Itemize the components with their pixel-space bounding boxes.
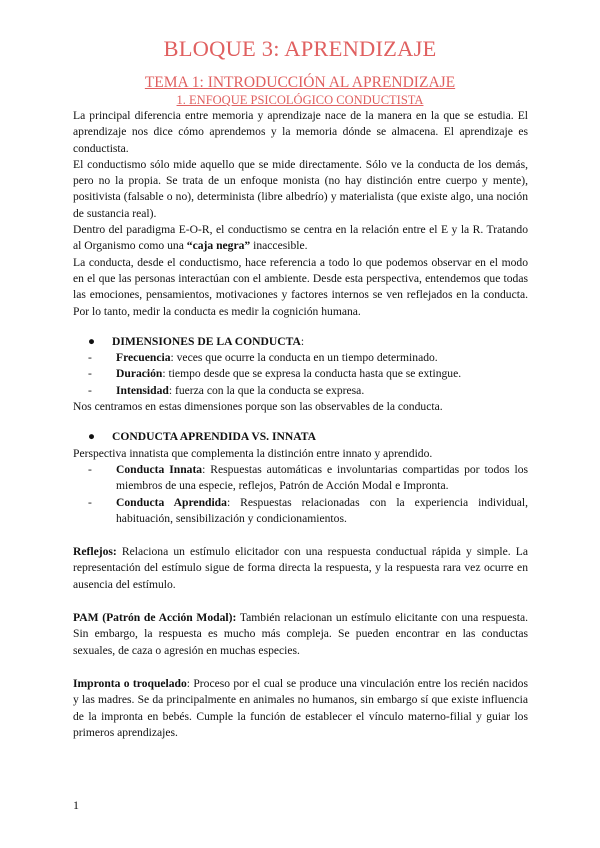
dash-mark: - [88, 462, 92, 476]
heading-text: DIMENSIONES DE LA CONDUCTA [112, 334, 301, 348]
document-body [73, 108, 528, 741]
black-box-term: “caja negra” [186, 239, 251, 253]
innate-intro: Perspectiva innatista que complementa la distinción entre innato y aprendido. [73, 446, 433, 460]
intro-paragraph-1: La principal diferencia entre memoria y aprendizaje nace de la manera en la que se estudia. El aprendizaje nos dice cómo aprendemos y la memoria dónde se almacena. El aprendizaje es conductista. [73, 109, 528, 155]
list-item [88, 462, 528, 495]
bullet-icon: ● [88, 334, 96, 348]
dimensions-heading [88, 334, 528, 350]
pam-paragraph [73, 610, 528, 659]
dash-mark: - [88, 495, 92, 509]
section-heading: 1. ENFOQUE PSICOLÓGICO CONDUCTISTA [176, 93, 424, 107]
list-item [88, 383, 528, 399]
definition: : Respuestas relacionadas con la experiencia individual, habituación, sensibilización y condicionamientos. [116, 495, 528, 525]
definition: : veces que ocurre la conducta en un tiempo determinado. [170, 351, 438, 365]
dimensions-note: Nos centramos en estas dimensiones porque son las observables de la conducta. [73, 400, 443, 414]
innate-heading [88, 429, 528, 445]
reflejos-paragraph [73, 544, 528, 593]
definition: : fuerza con la que la conducta se expresa. [168, 383, 365, 397]
list-item [88, 350, 528, 366]
definition: : Respuestas automáticas e involuntarias compartidas por todos los miembros de una especie, reflejos, Patrón de Acción Modal e Impronta. [116, 462, 529, 493]
bullet-icon: ● [88, 430, 96, 444]
term: Reflejos: [73, 545, 117, 559]
term: Conducta Aprendida [116, 495, 227, 509]
dash-mark: - [88, 383, 92, 397]
intro-paragraph-2: El conductismo sólo mide aquello que se mide directamente. Sólo ve la conducta de los demás, pero no la propia. Se trata de un enfoque monista (no hay distinción entre cuerpo y mente), positivista (falsable o no), determinista (libre albedrío) y materialista (que existe algo, una noción de sustancia real). [73, 157, 528, 220]
term: Conducta Innata [116, 462, 203, 476]
term: Frecuencia [116, 351, 171, 365]
page-title: BLOQUE 3: APRENDIZAJE [163, 36, 437, 61]
list-item [88, 366, 528, 382]
term: PAM (Patrón de Acción Modal): [73, 611, 237, 625]
definition: : tiempo desde que se expresa la conducta hasta que se extingue. [162, 367, 462, 381]
intro-paragraph-3 [73, 222, 528, 255]
definition: Relaciona un estímulo elicitador con una respuesta conductual rápida y simple. La representación del estímulo sigue de forma directa la respuesta, y la respuesta rara vez ocurre en ausencia del estímulo. [73, 545, 528, 591]
dash-mark: - [88, 351, 92, 365]
term: Impronta o troquelado [73, 676, 187, 690]
topic-title: TEMA 1: INTRODUCCIÓN AL APRENDIZAJE [144, 74, 456, 91]
impronta-paragraph [73, 676, 528, 741]
paragraph-text: inaccesible. [250, 239, 308, 253]
list-item [88, 495, 528, 528]
heading-text: CONDUCTA APRENDIDA VS. INNATA [112, 430, 316, 444]
paragraph-text: Dentro del paradigma E-O-R, el conductismo se centra en la relación entre el E y la R. Tratando al Organismo como una [73, 223, 528, 253]
heading-colon: : [300, 334, 305, 348]
term: Duración [116, 367, 163, 381]
definition: : Proceso por el cual se produce una vinculación entre los recién nacidos y las madres. Se da principalmente en animales no humanos, sin embargo sí que existe influencia de la impronta en bebés. Cumple la función de establecer el vínculo materno-filial y guiar los primeros aprendizajes. [73, 676, 528, 739]
dash-mark: - [88, 367, 92, 381]
intro-paragraph-4: La conducta, desde el conductismo, hace referencia a todo lo que podemos observar en el modo en el que las personas interactúan con el ambiente. Desde esta perspectiva, entendemos que todas las emociones, pensamientos, motivaciones y factores internos se ven reflejados en la conducta. Por lo tanto, medir la conducta es medir la cognición humana. [73, 255, 528, 318]
definition: También relacionan un estímulo elicitante con una respuesta. Sin embargo, la respuesta es mucho más compleja. Se pueden encontrar en las conductas sexuales, de caza o agresión en muchas especies. [73, 611, 528, 657]
page-number: 1 [73, 798, 79, 812]
term: Intensidad [116, 383, 169, 397]
